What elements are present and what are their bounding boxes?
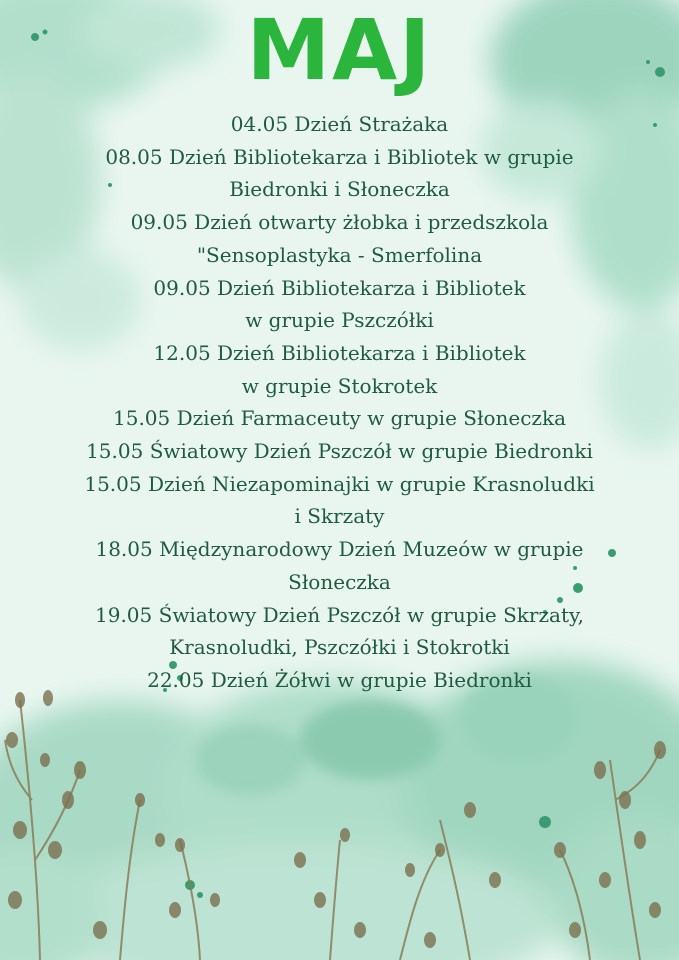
event-text-line: 04.05 Dzień Strażaka: [230, 112, 449, 136]
event-text-line: 09.05 Dzień otwarty żłobka i przedszkola: [130, 210, 549, 235]
event-text-line: 19.05 Światowy Dzień Pszczół w grupie Skrzaty,: [95, 602, 584, 627]
event-text-line: i Skrzaty: [294, 504, 385, 529]
event-item: [0, 272, 679, 337]
event-item: [0, 108, 679, 141]
event-list: [0, 108, 679, 697]
event-text-line: Biedronki i Słoneczka: [229, 177, 450, 202]
event-item: [0, 599, 679, 664]
page-title: MAJ: [246, 1, 433, 99]
event-text-line: 12.05 Dzień Bibliotekarza i Bibliotek: [153, 340, 526, 365]
event-text-line: w grupie Pszczółki: [245, 308, 434, 333]
event-text-line: "Sensoplastyka - Smerfolina: [196, 242, 483, 267]
event-item: [0, 402, 679, 435]
event-text-line: 15.05 Dzień Farmaceuty w grupie Słoneczka: [113, 406, 566, 431]
event-item: [0, 206, 679, 271]
event-text-line: 09.05 Dzień Bibliotekarza i Bibliotek: [153, 275, 526, 300]
event-item: [0, 533, 679, 598]
event-item: [0, 141, 679, 206]
event-text-line: Słoneczka: [288, 569, 391, 594]
event-text-line: 15.05 Światowy Dzień Pszczół w grupie Biedronki: [86, 439, 593, 464]
event-text-line: Krasnoludki, Pszczółki i Stokrotki: [169, 635, 510, 660]
event-text-line: 22.05 Dzień Żółwi w grupie Biedronki: [147, 667, 532, 692]
event-item: [0, 337, 679, 402]
event-item: [0, 664, 679, 697]
event-text-line: 15.05 Dzień Niezapominajki w grupie Krasnoludki: [84, 471, 595, 496]
event-text-line: 08.05 Dzień Bibliotekarza i Bibliotek w grupie: [105, 144, 574, 169]
event-item: [0, 468, 679, 533]
event-text-line: w grupie Stokrotek: [241, 373, 438, 398]
event-item: [0, 435, 679, 468]
event-text-line: 18.05 Międzynarodowy Dzień Muzeów w grupie: [95, 537, 584, 562]
